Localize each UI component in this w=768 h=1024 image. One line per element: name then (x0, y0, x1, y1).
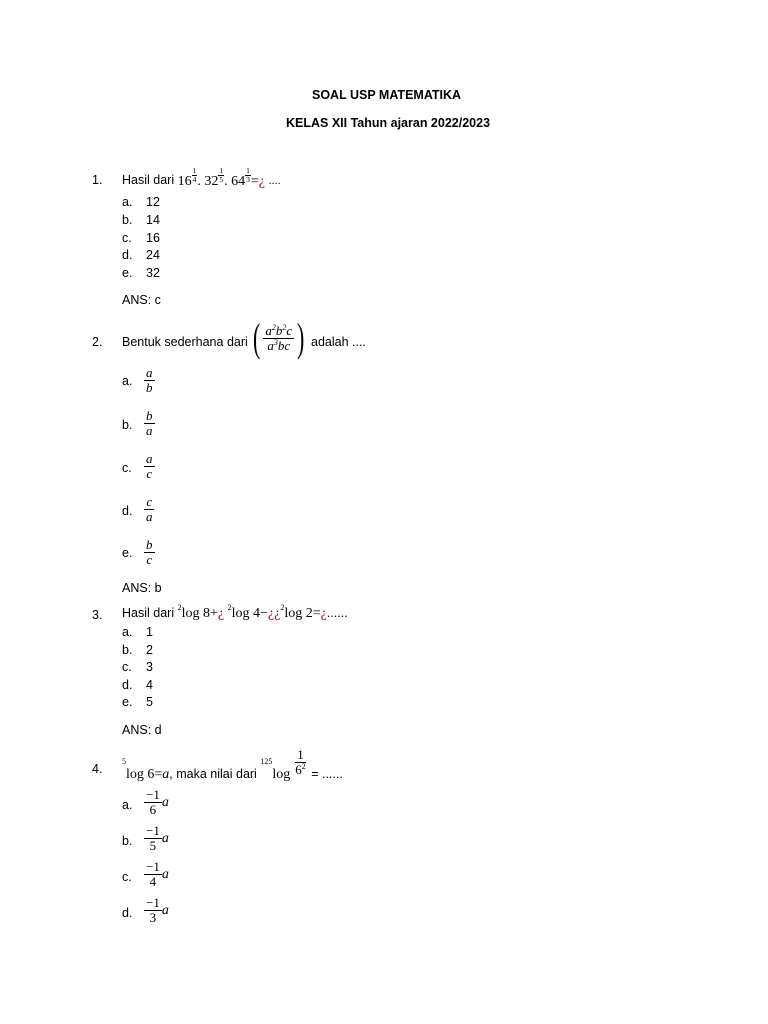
q2-option-b-label: b. (122, 418, 133, 432)
q4-option-a-label: a. (122, 798, 133, 812)
q4-tail: = ...... (311, 766, 343, 781)
q4-option-c-expression: $\frac{-1}{4}$ a (146, 859, 169, 889)
question-2-expression (250, 315, 307, 360)
question-3-expression: $^2$log 8+¿ $^2$log 4−¿¿$^2$log 2=¿ (177, 603, 327, 621)
q4-text: , maka nilai dari (169, 766, 257, 781)
q2-right-paren: ) (297, 315, 305, 360)
q1-option-e-value: 32 (146, 266, 160, 280)
q1-option-a-value: 12 (146, 195, 160, 209)
q2-option-a-label: a. (122, 374, 133, 388)
question-4-number: 4. (92, 762, 103, 776)
question-4-stem (122, 747, 343, 782)
q2-option-a-fraction: $\frac{a}{b}$ (146, 365, 153, 395)
page-subtitle: KELAS XII Tahun ajaran 2022/2023 (286, 116, 491, 130)
question-3-stem (122, 603, 348, 622)
q3-option-c-label: c. (122, 660, 132, 674)
question-1-text: Hasil dari (122, 173, 175, 187)
q1-option-b-label: b. (122, 213, 133, 227)
q1-dot-1: . (197, 174, 205, 189)
q2-option-c-label: c. (122, 461, 132, 475)
q2-option-d-fraction: $\frac{c}{a}$ (146, 494, 153, 524)
q1-option-c-value: 16 (146, 231, 160, 245)
q1-option-d-value: 24 (146, 248, 160, 262)
q1-exponent-2: $\frac{1}{5}$ (219, 166, 224, 184)
q1-dot-2: . (224, 174, 232, 189)
q1-exponent-1: $\frac{1}{4}$ (192, 166, 197, 184)
q2-left-paren: ( (252, 315, 261, 360)
q4-fraction: $\frac{1}{6^2}$ (295, 747, 306, 777)
page-title: SOAL USP MATEMATIKA (312, 88, 462, 102)
q2-fraction: $\frac{a^2b^2c}{a^3bc}$ (265, 322, 293, 353)
q1-exponent-3: $\frac{1}{3}$ (246, 166, 250, 184)
q1-ellipsis: .... (268, 175, 281, 187)
q4-option-a-expression: $\frac{-1}{6}$ a (146, 787, 169, 817)
question-3-number: 3. (92, 608, 103, 622)
question-1-stem (122, 166, 281, 189)
q3-option-b-label: b. (122, 643, 133, 657)
q4-option-b-expression: $\frac{-1}{5}$ a (146, 823, 169, 853)
q3-ellipsis: ...... (326, 606, 348, 620)
q3-option-d-label: d. (122, 678, 133, 692)
q4-option-d-expression: $\frac{-1}{3}$ a (146, 895, 169, 925)
q2-option-b-fraction: $\frac{b}{a}$ (146, 408, 153, 438)
q3-option-b-value: 2 (146, 643, 153, 657)
q2-option-e-label: e. (122, 546, 133, 560)
q1-placeholder-glyph: ¿ (258, 174, 265, 189)
q1-answer: ANS: c (122, 293, 161, 307)
q4-option-c-label: c. (122, 870, 132, 884)
q2-option-c-fraction: $\frac{a}{c}$ (146, 451, 153, 481)
q4-option-b-label: b. (122, 834, 133, 848)
q3-option-a-label: a. (122, 625, 133, 639)
q3-option-e-value: 5 (146, 695, 153, 709)
q3-answer: ANS: d (122, 723, 162, 737)
question-2-tail: adalah .... (311, 335, 366, 349)
q3-option-c-value: 3 (146, 660, 153, 674)
q4-log-expression: $^{125}$log (260, 757, 291, 782)
q1-base-64: 64 (231, 174, 246, 189)
question-2-number: 2. (92, 335, 103, 349)
q2-answer: ANS: b (122, 581, 162, 595)
q3-option-a-value: 1 (146, 625, 153, 639)
q4-given: $^5$log 6=a (122, 757, 170, 782)
question-1-expression (177, 166, 269, 189)
q1-option-a-label: a. (122, 195, 133, 209)
q1-base-32: 32 (204, 174, 219, 189)
q3-option-d-value: 4 (146, 678, 153, 692)
question-2-text: Bentuk sederhana dari (122, 335, 248, 349)
q1-option-c-label: c. (122, 231, 132, 245)
q1-option-b-value: 14 (146, 213, 160, 227)
q3-option-e-label: e. (122, 695, 133, 709)
q1-equals: = (250, 174, 259, 189)
q1-base-16: 16 (177, 174, 192, 189)
q4-option-d-label: d. (122, 906, 133, 920)
q1-option-e-label: e. (122, 266, 133, 280)
q1-option-d-label: d. (122, 248, 133, 262)
q2-option-d-label: d. (122, 504, 133, 518)
question-1-number: 1. (92, 173, 103, 187)
q2-option-e-fraction: $\frac{b}{c}$ (146, 537, 153, 567)
question-3-text: Hasil dari (122, 606, 175, 620)
